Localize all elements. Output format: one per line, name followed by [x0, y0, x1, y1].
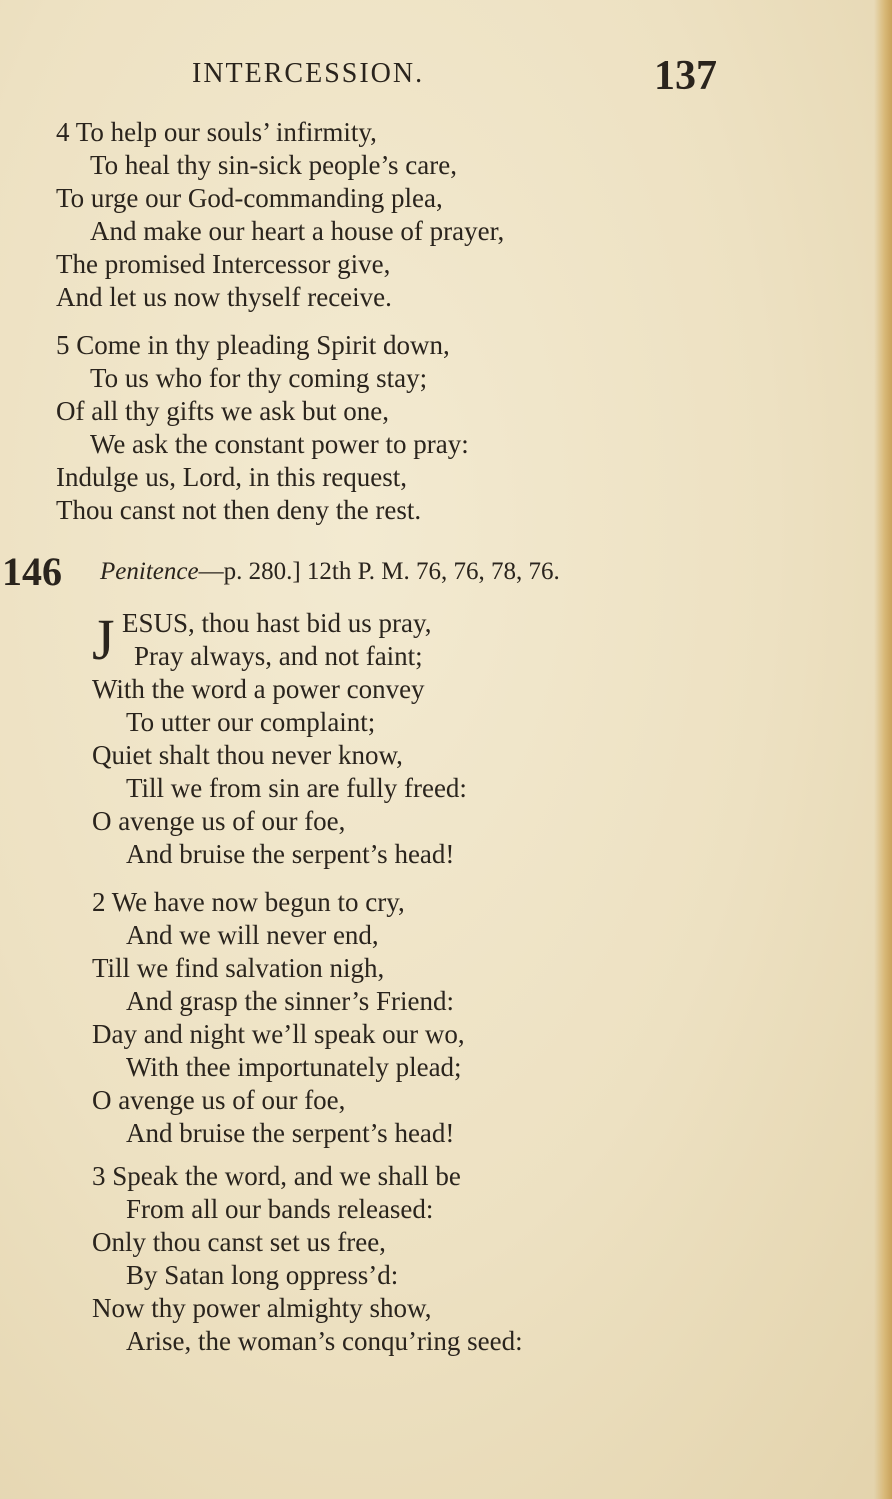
verse-line: And bruise the serpent’s head!: [126, 1118, 455, 1148]
hymn-number: 146: [2, 549, 62, 594]
verse-line: Of all thy gifts we ask but one,: [56, 396, 389, 426]
verse-line: To heal thy sin-sick people’s care,: [90, 150, 457, 180]
prev-hymn-verse-4: [56, 116, 504, 314]
hymn-reference: —p. 280.]: [198, 558, 301, 585]
verse-line: Arise, the woman’s conqu’ring seed:: [126, 1326, 523, 1356]
verse-line: Indulge us, Lord, in this request,: [56, 462, 407, 492]
page-edge: [874, 0, 892, 1499]
hymn-meter: 12th P. M. 76, 76, 78, 76.: [306, 558, 560, 585]
section-title: INTERCESSION.: [192, 58, 425, 89]
verse-line: Only thou canst set us free,: [92, 1227, 386, 1257]
verse-line: 4 To help our souls’ infirmity,: [56, 117, 377, 147]
verse-line: ESUS, thou hast bid us pray,: [122, 608, 432, 638]
verse-line: 5 Come in thy pleading Spirit down,: [56, 330, 450, 360]
verse-line: Quiet shalt thou never know,: [92, 740, 403, 770]
verse-line: With the word a power convey: [92, 674, 425, 704]
verse-line: To us who for thy coming stay;: [90, 363, 428, 393]
page-number: 137: [654, 53, 717, 99]
verse-line: And we will never end,: [126, 920, 379, 950]
hymn-verse-3: [92, 1160, 523, 1358]
verse-line: We ask the constant power to pray:: [90, 429, 469, 459]
hymn-topic: Penitence: [100, 558, 199, 585]
verse-line: 2 We have now begun to cry,: [92, 887, 405, 917]
verse-line: And bruise the serpent’s head!: [126, 839, 455, 869]
hymn-meta: [100, 558, 560, 586]
hymn-header: [0, 548, 880, 596]
verse-line: Thou canst not then deny the rest.: [56, 495, 422, 525]
hymn-verse-2: [92, 886, 465, 1150]
running-head: [0, 52, 892, 102]
verse-line: To utter our complaint;: [126, 707, 376, 737]
verse-line: From all our bands released:: [126, 1194, 434, 1224]
verse-line: Till we find salvation nigh,: [92, 953, 385, 983]
verse-line: 3 Speak the word, and we shall be: [92, 1161, 461, 1191]
verse-line: The promised Intercessor give,: [56, 249, 391, 279]
verse-line: Till we from sin are fully freed:: [126, 773, 467, 803]
verse-line: Now thy power almighty show,: [92, 1293, 432, 1323]
verse-line: And grasp the sinner’s Friend:: [126, 986, 454, 1016]
prev-hymn-verse-5: [56, 329, 469, 527]
verse-line: With thee importunately plead;: [126, 1052, 462, 1082]
hymn-verse-1: [92, 607, 467, 871]
verse-line: O avenge us of our foe,: [92, 1085, 346, 1115]
drop-cap: J: [92, 607, 115, 672]
verse-line: And make our heart a house of prayer,: [90, 216, 505, 246]
verse-line: To urge our God-commanding plea,: [56, 183, 443, 213]
verse-line: Day and night we’ll speak our wo,: [92, 1019, 465, 1049]
verse-line: By Satan long oppress’d:: [126, 1260, 399, 1290]
verse-line: O avenge us of our foe,: [92, 806, 346, 836]
verse-line: Pray always, and not faint;: [134, 641, 423, 671]
verse-line: And let us now thyself receive.: [56, 282, 392, 312]
